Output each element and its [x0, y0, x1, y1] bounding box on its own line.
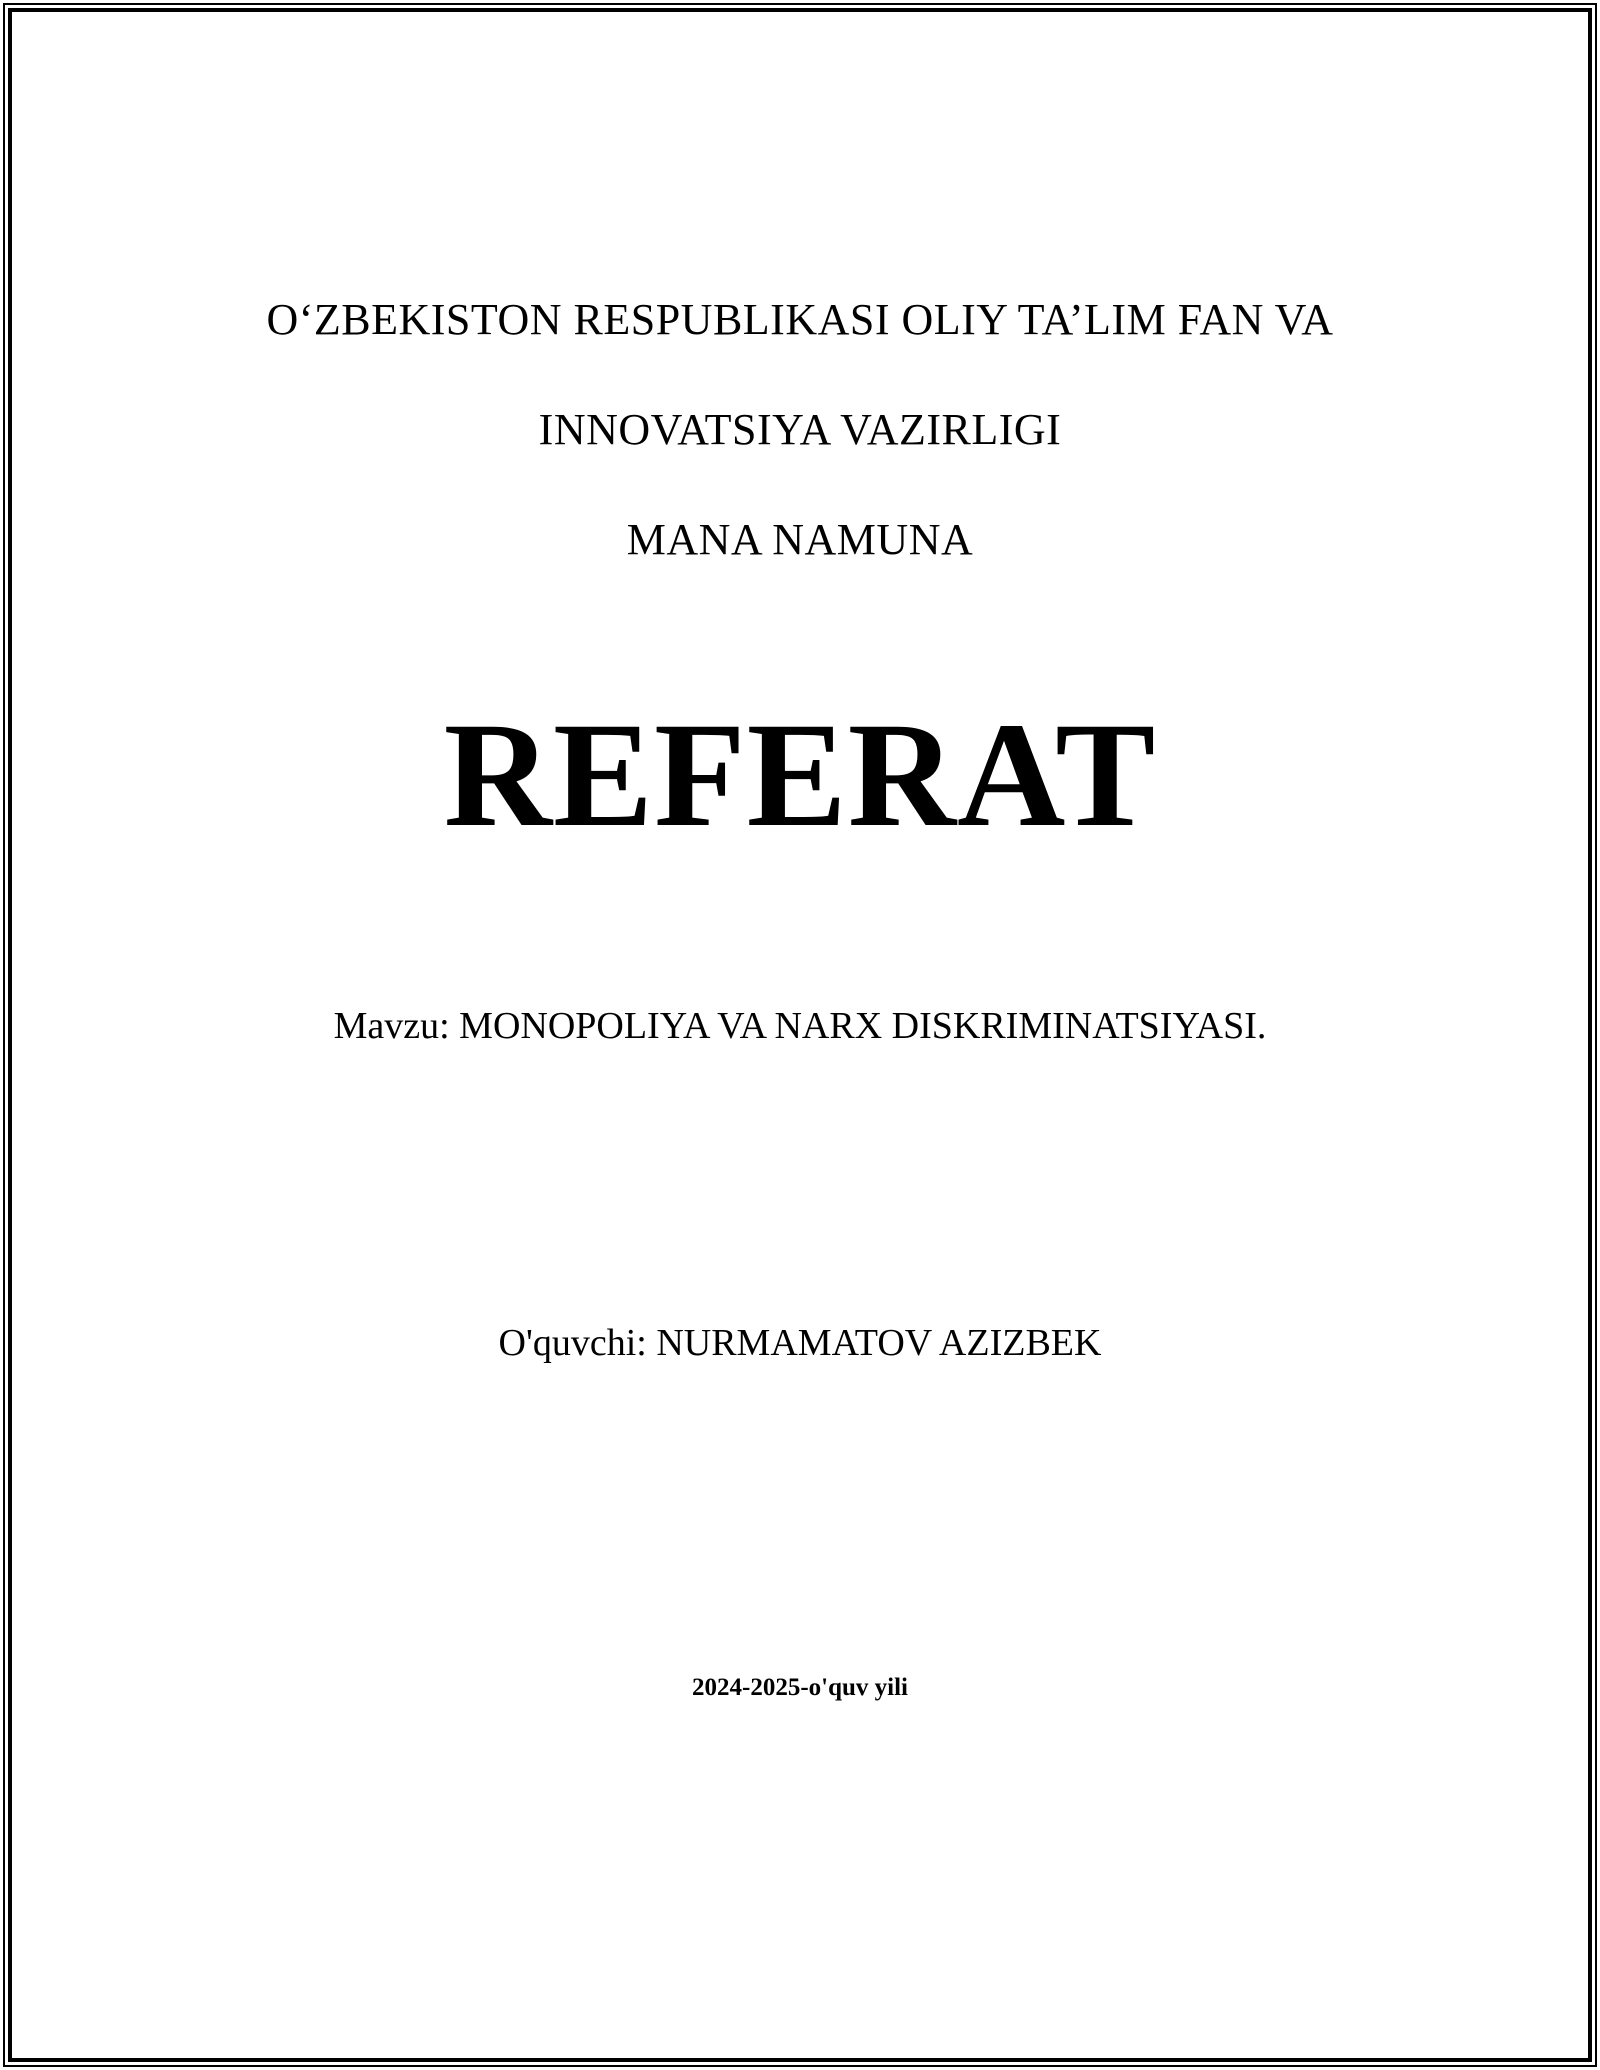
ministry-heading-line2: INNOVATSIYA VAZIRLIGI [538, 405, 1062, 454]
academic-year: 2024-2025-o'quv yili [692, 1674, 908, 1701]
student-line: O'quvchi: NURMAMATOV AZIZBEK [498, 1322, 1102, 1364]
ministry-heading-line3: MANA NAMUNA [626, 515, 974, 564]
topic-line: Mavzu: MONOPOLIYA VA NARX DISKRIMINATSIYASI. [333, 1005, 1267, 1047]
ministry-heading-line1: O‘ZBEKISTON RESPUBLIKASI OLIY TA’LIM FAN VA [266, 295, 1334, 344]
cover-content [12, 12, 1588, 2058]
document-title: REFERAT [443, 692, 1157, 858]
ministry-heading [52, 237, 1548, 622]
